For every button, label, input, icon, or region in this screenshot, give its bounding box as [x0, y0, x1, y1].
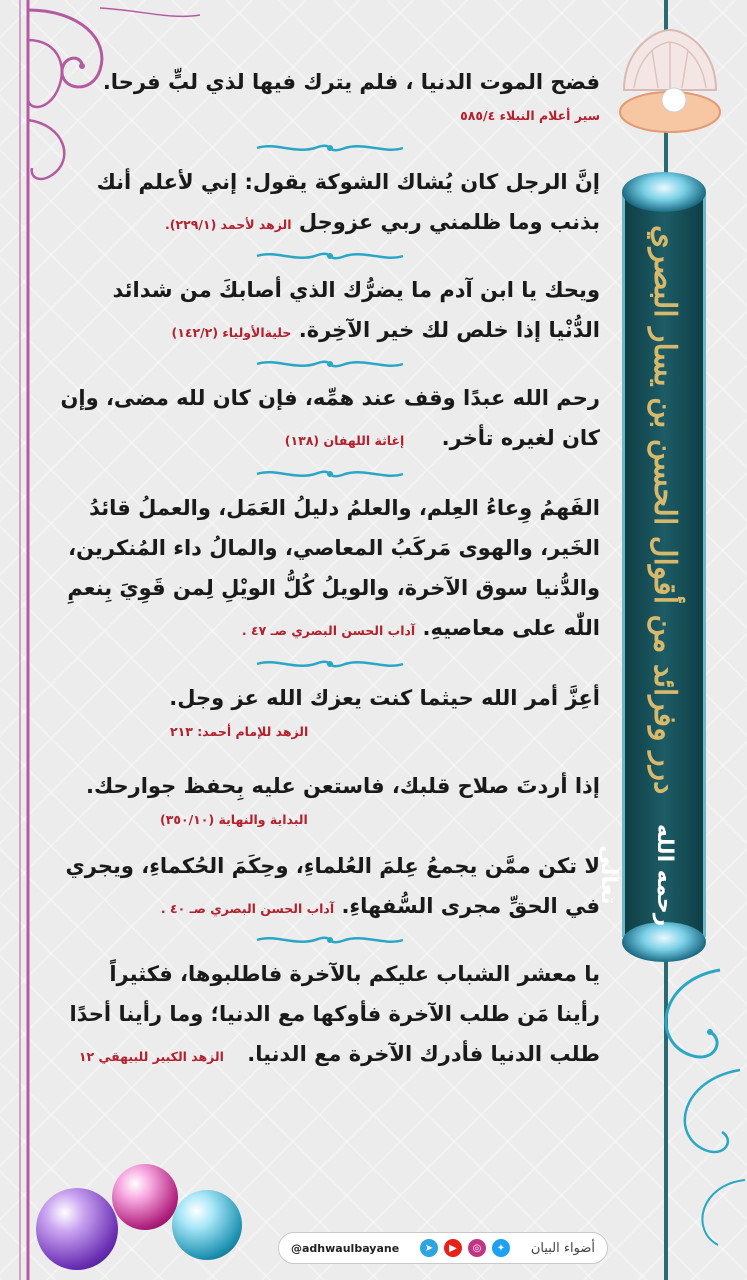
pearl-shell-icon — [614, 20, 726, 140]
quote-text: أعِزَّ أمر الله حيثما كنت يعزك الله عز وجل. — [169, 686, 600, 710]
ornament-divider — [60, 832, 600, 846]
quote-3 — [60, 270, 600, 350]
quote-4 — [60, 378, 600, 460]
ornament-divider — [60, 748, 600, 766]
quote-source: آداب الحسن البصري صـ ٤٠ . — [160, 901, 335, 916]
quote-text: لا تكن ممَّن يجمعُ عِلمَ العُلماءِ، وحِكَمَ الحُكماءِ، ويجري في الحقِّ مجرى السُّفهاءِ. آداب الحسن البصري صـ ٤٠ . — [65, 854, 600, 918]
quote-text: يا معشر الشباب عليكم بالآخرة فاطلبوها، فكثيراً رأينا مَن طلب الآخرة فأوكها مع الدنيا؛ وما رأينا أحدًا طلب الدنيا فأدرك الآخرة مع الدنيا. الزهد الكبير للبيهقي ١٢ — [69, 962, 600, 1066]
telegram-icon[interactable]: ➤ — [420, 1239, 438, 1257]
quote-7 — [60, 766, 600, 832]
quote-5 — [60, 488, 600, 650]
purple-pearl — [36, 1188, 118, 1270]
teal-swirl-ornament — [600, 960, 747, 1280]
twitter-icon[interactable]: ✦ — [492, 1239, 510, 1257]
quote-8 — [60, 846, 600, 926]
quote-source: الزهد للإمام أحمد: ٢١٣ — [170, 724, 309, 739]
ribbon-top-orb — [622, 172, 706, 212]
quote-9 — [60, 954, 600, 1074]
quote-text: الفَهمُ وِعاءُ العِلم، والعلمُ دليلُ العَمَل، والعملُ قائدُ الخَير، والهوى مَركَبُ المعاصي، والمالُ داء المُنكرين، والدُّنيا سوق الآخرة، والويلُ كُلُّ الويْلِ لِمن قَوِيَ بِنعمِ اللّٰه على معاصيهِ. آداب الحسن البصري صـ ٤٧ . — [67, 496, 600, 640]
brand-logo: أضواء البيان — [530, 1240, 595, 1256]
instagram-icon[interactable]: ◎ — [468, 1239, 486, 1257]
ornament-divider — [60, 350, 600, 378]
quote-1 — [60, 62, 600, 134]
ornament-divider — [60, 926, 600, 954]
ribbon-subtitle: رحمه الله تعالى — [596, 823, 677, 927]
blue-pearl — [172, 1190, 242, 1260]
quote-source: سير أعلام النبلاء ٥٨٥/٤ — [460, 108, 600, 123]
quote-source: آداب الحسن البصري صـ ٤٧ . — [241, 623, 416, 638]
social-handle[interactable]: @adhwaulbayane — [291, 1241, 400, 1255]
quote-source: حليةالأولياء (١٤٢/٢) — [171, 325, 292, 340]
social-icons — [420, 1239, 510, 1257]
quote-6 — [60, 678, 600, 748]
quotes-list — [60, 62, 600, 1074]
quote-source: الزهد لأحمد (٢٢٩/١). — [165, 217, 292, 232]
ornament-divider — [60, 134, 600, 162]
quote-source: إغاثة اللهفان (١٣٨) — [284, 433, 405, 448]
ornament-divider — [60, 460, 600, 488]
quote-text: إذا أردتَ صلاح قلبك، فاستعن عليه بِحفظ جوارحك. — [85, 774, 600, 798]
youtube-icon[interactable]: ▶ — [444, 1239, 462, 1257]
quote-text: فضح الموت الدنيا ، فلم يترك فيها لذي لبٍّ فرحا. — [102, 70, 600, 94]
social-footer — [278, 1232, 608, 1264]
quote-source: البداية والنهاية (٣٥٠/١٠) — [160, 812, 308, 827]
pink-pearl — [112, 1164, 178, 1230]
ornament-divider — [60, 242, 600, 270]
quote-2 — [60, 162, 600, 242]
quote-text: ويحك يا ابن آدم ما يضرُّك الذي أصابكَ من شدائد الدُّنْيا إذا خلص لك خير الآخِرة. حليةالأولياء (١٤٢/٢) — [112, 278, 600, 342]
quote-text: إنَّ الرجل كان يُشاك الشوكة يقول: إني لأعلم أنك بذنب وما ظلمني ربي عزوجل الزهد لأحمد (٢٢٩/١). — [96, 170, 600, 234]
ribbon-title: درر وفرائد من أقوال الحسن بن يسار البصري — [647, 225, 682, 795]
ornament-divider — [60, 650, 600, 678]
quote-source: الزهد الكبير للبيهقي ١٢ — [78, 1049, 224, 1064]
quote-text: رحم الله عبدًا وقف عند همِّه، فإن كان لله مضى، وإن كان لغيره تأخر. إغاثة اللهفان (١٣٨) — [60, 386, 600, 450]
